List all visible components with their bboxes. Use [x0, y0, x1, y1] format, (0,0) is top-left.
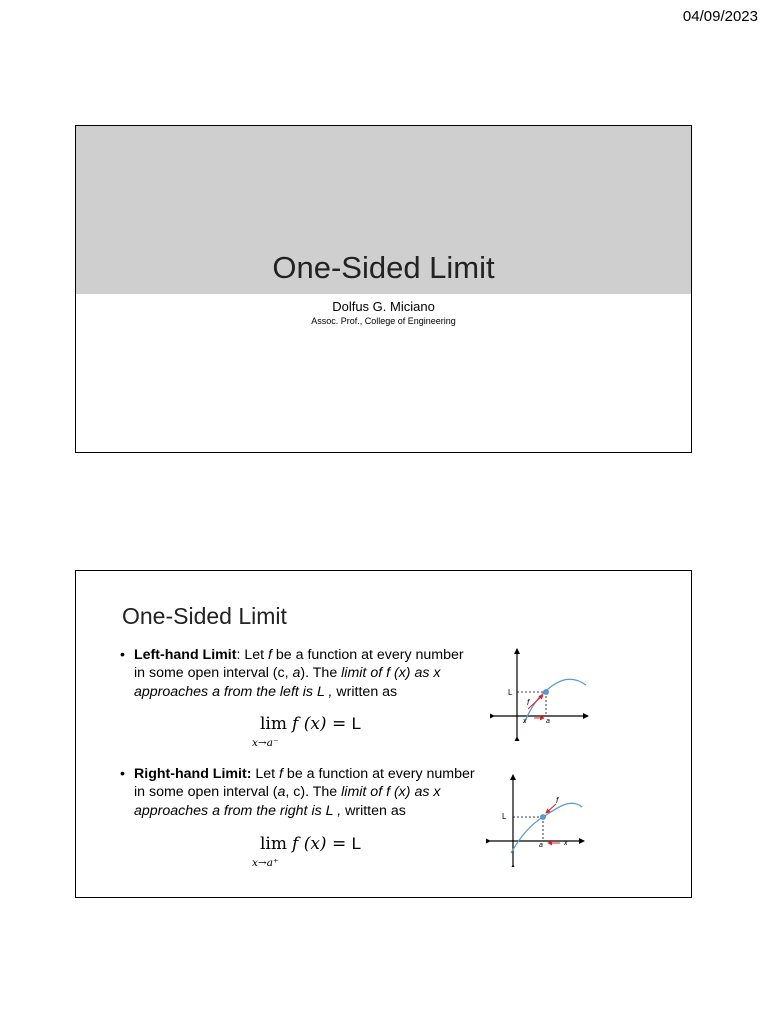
bullet: •	[120, 647, 125, 663]
svg-text:f: f	[556, 796, 559, 805]
term: Right-hand Limit:	[134, 766, 252, 782]
bullet: •	[120, 766, 125, 782]
definition-text: Right-hand Limit: Let f be a function at every number in some open interval (a, c). The limit of f (x) as x approaches a from the right is L , written as	[134, 766, 475, 819]
content-slide: One-Sided Limit • Left-hand Limit: Let f be a function at every number in some open interval (c, a). The limit of f (x) as x approaches a from the left is L , written as lim x→a⁻ f (x) = L L f x a • Right-hand Limit: Let f be a function at every number in some open interval (a, c). The limit of f (x) as x approaches a from the right is L , written as lim x→a⁺ f (x) = L L f x a	[75, 570, 692, 898]
right-limit-graph	[486, 771, 586, 867]
left-hand-limit-item	[120, 646, 475, 701]
right-hand-limit-item	[120, 765, 475, 820]
author-affiliation: Assoc. Prof., College of Engineering	[311, 316, 456, 326]
limit-statement: limit of f (x) as x approaches a from the right is L ,	[134, 784, 441, 819]
svg-text:x: x	[523, 718, 527, 725]
definition-text: Left-hand Limit: Let f be a function at every number in some open interval (c, a). The limit of f (x) as x approaches a from the left is L , written as	[134, 647, 464, 700]
page-date: 04/09/2023	[682, 8, 758, 25]
limit-statement: limit of f (x) as x approaches a from the left is L ,	[134, 665, 441, 700]
left-limit-graph	[490, 645, 590, 741]
term: Left-hand Limit	[134, 647, 237, 663]
author-name: Dolfus G. Miciano	[332, 299, 435, 314]
svg-text:a: a	[546, 718, 550, 725]
svg-text:f: f	[527, 698, 530, 707]
svg-text:L: L	[508, 688, 513, 697]
svg-text:a: a	[539, 842, 543, 849]
title-slide	[75, 125, 692, 453]
slide-heading: One-Sided Limit	[122, 603, 287, 629]
svg-text:L: L	[502, 812, 507, 821]
svg-text:x: x	[564, 840, 568, 847]
slide-title: One-Sided Limit	[272, 250, 495, 285]
